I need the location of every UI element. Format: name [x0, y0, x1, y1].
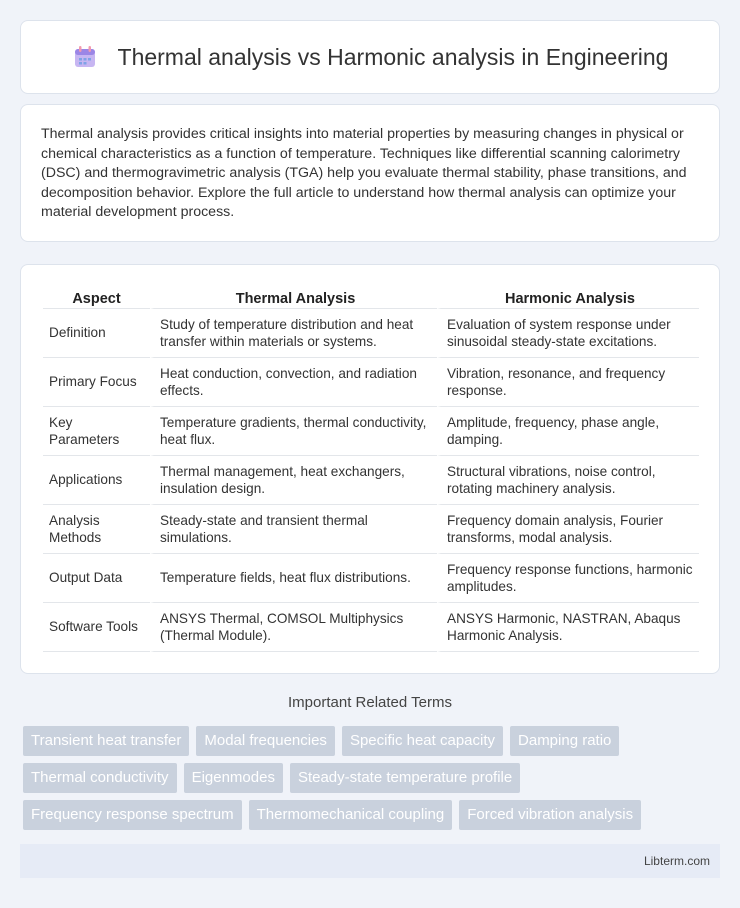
- row-thermal: Thermal management, heat exchangers, insulation design.: [150, 456, 437, 505]
- term-tag[interactable]: Frequency response spectrum: [23, 800, 242, 830]
- table-row: [43, 554, 699, 603]
- term-tag[interactable]: Steady-state temperature profile: [290, 763, 520, 793]
- term-tag[interactable]: Modal frequencies: [196, 726, 335, 756]
- table-row: [43, 358, 699, 407]
- table-header-row: [43, 285, 699, 309]
- table-row: [43, 505, 699, 554]
- row-harmonic: Evaluation of system response under sinusoidal steady-state excitations.: [437, 309, 699, 358]
- term-tag[interactable]: Transient heat transfer: [23, 726, 189, 756]
- row-harmonic: ANSYS Harmonic, NASTRAN, Abaqus Harmonic Analysis.: [437, 603, 699, 652]
- row-thermal: Temperature gradients, thermal conductivity, heat flux.: [150, 407, 437, 456]
- related-terms: [23, 726, 723, 837]
- term-tag[interactable]: Specific heat capacity: [342, 726, 503, 756]
- term-tag[interactable]: Thermal conductivity: [23, 763, 177, 793]
- row-aspect: Applications: [43, 456, 150, 505]
- comparison-table: [43, 285, 699, 652]
- related-terms-title: Important Related Terms: [288, 694, 452, 711]
- term-tag[interactable]: Forced vibration analysis: [459, 800, 641, 830]
- terms-row: [23, 800, 723, 830]
- term-tag[interactable]: Eigenmodes: [184, 763, 283, 793]
- header-aspect: Aspect: [43, 285, 150, 309]
- calendar-icon: [72, 44, 98, 70]
- row-aspect: Analysis Methods: [43, 505, 150, 554]
- row-thermal: Temperature fields, heat flux distributions.: [150, 554, 437, 603]
- intro-card: [20, 104, 720, 242]
- comparison-card: [20, 264, 720, 674]
- row-harmonic: Frequency domain analysis, Fourier transforms, modal analysis.: [437, 505, 699, 554]
- row-thermal: Steady-state and transient thermal simulations.: [150, 505, 437, 554]
- row-aspect: Software Tools: [43, 603, 150, 652]
- term-tag[interactable]: Thermomechanical coupling: [249, 800, 453, 830]
- terms-row: [23, 763, 723, 793]
- intro-text: Thermal analysis provides critical insights into material properties by measuring changes in physical or chemical characteristics as a function of temperature. Techniques like differential scanning calorimetry (DSC) and thermogravimetric analysis (TGA) help you evaluate thermal stability, phase transitions, and decomposition behavior. Explore the full article to understand how thermal analysis can optimize your material development process.: [41, 126, 687, 221]
- table-row: [43, 407, 699, 456]
- row-aspect: Key Parameters: [43, 407, 150, 456]
- row-aspect: Definition: [43, 309, 150, 358]
- row-harmonic: Frequency response functions, harmonic amplitudes.: [437, 554, 699, 603]
- page-title: Thermal analysis vs Harmonic analysis in Engineering: [117, 43, 669, 70]
- terms-row: [23, 726, 723, 756]
- table-row: [43, 603, 699, 652]
- term-tag[interactable]: Damping ratio: [510, 726, 619, 756]
- row-thermal: ANSYS Thermal, COMSOL Multiphysics (Thermal Module).: [150, 603, 437, 652]
- table-row: [43, 456, 699, 505]
- footer: [20, 844, 720, 878]
- row-aspect: Primary Focus: [43, 358, 150, 407]
- row-harmonic: Vibration, resonance, and frequency response.: [437, 358, 699, 407]
- row-harmonic: Amplitude, frequency, phase angle, damping.: [437, 407, 699, 456]
- row-aspect: Output Data: [43, 554, 150, 603]
- row-harmonic: Structural vibrations, noise control, rotating machinery analysis.: [437, 456, 699, 505]
- header-thermal: Thermal Analysis: [150, 285, 437, 309]
- footer-brand[interactable]: Libterm.com: [643, 854, 710, 868]
- header-harmonic: Harmonic Analysis: [437, 285, 699, 309]
- header-card: [20, 20, 720, 94]
- table-row: [43, 309, 699, 358]
- row-thermal: Study of temperature distribution and heat transfer within materials or systems.: [150, 309, 437, 358]
- row-thermal: Heat conduction, convection, and radiation effects.: [150, 358, 437, 407]
